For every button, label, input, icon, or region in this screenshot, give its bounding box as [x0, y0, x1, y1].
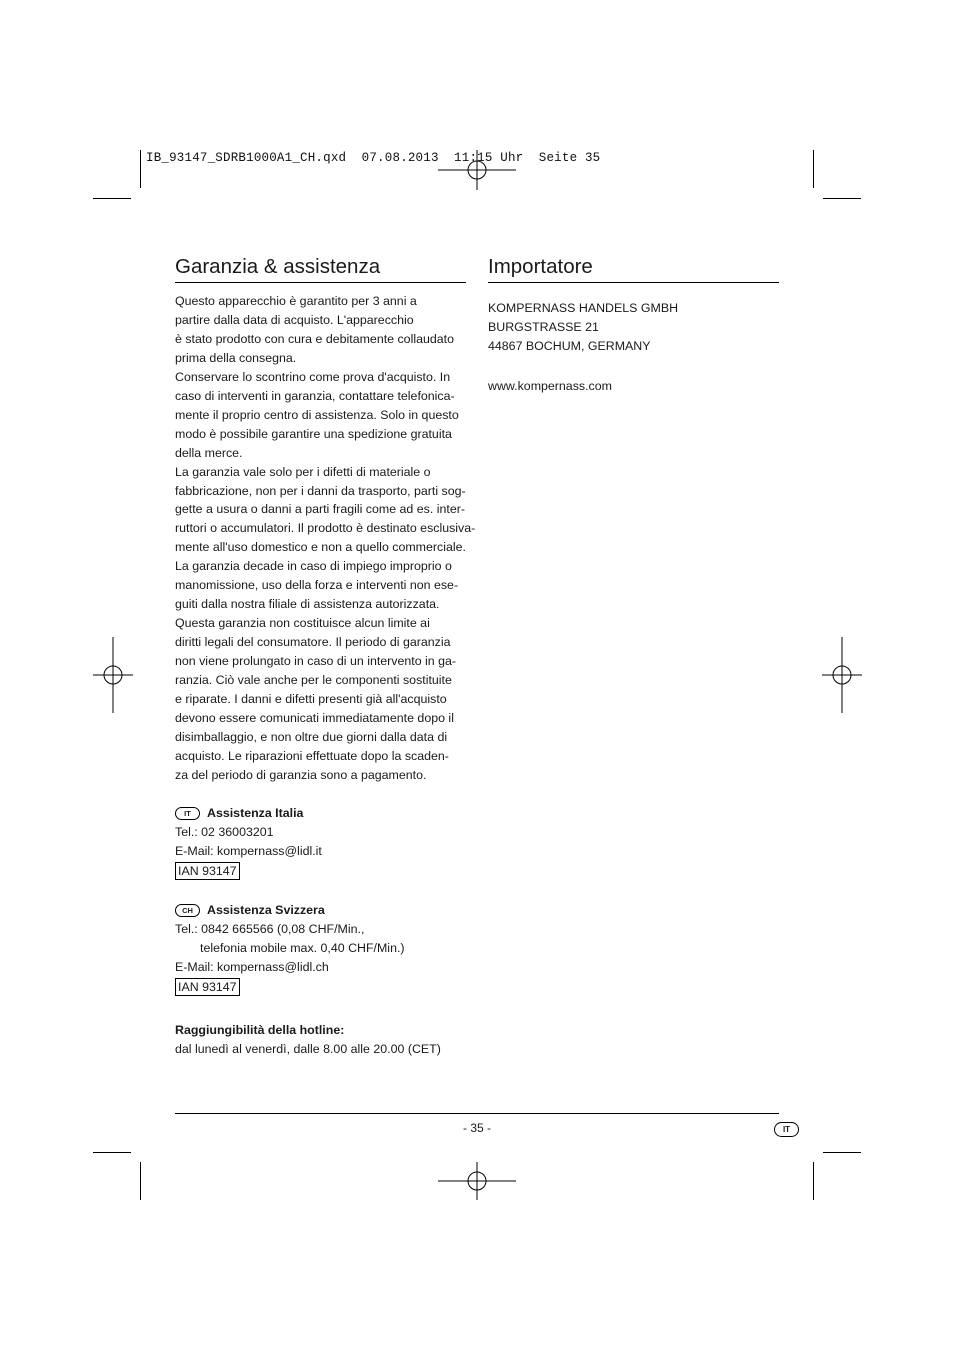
crop-mark [823, 1152, 861, 1153]
text-line: prima della consegna. [175, 350, 297, 365]
service-italy [175, 804, 466, 882]
registration-mark-bottom [438, 1162, 516, 1200]
text-line: non viene prolungato in caso di un intervento in ga- [175, 654, 457, 669]
text-line: manomissione, uso della forza e interventi non ese- [175, 578, 459, 593]
text-line: modo è possibile garantire una spedizione gratuita [175, 426, 452, 441]
hotline-info [175, 1021, 466, 1059]
hotline-title: Raggiungibilità della hotline: [175, 1022, 345, 1037]
registration-mark-top [438, 150, 516, 190]
importer-website: www.kompernass.com [488, 378, 612, 393]
importer-column [488, 254, 779, 396]
text-line: diritti legali del consumatore. Il periodo di garanzia [175, 635, 451, 650]
address-line: KOMPERNASS HANDELS GMBH [488, 301, 679, 315]
crop-mark [813, 150, 814, 188]
warranty-text [175, 292, 476, 785]
text-line: caso di interventi in garanzia, contattare telefonica- [175, 388, 455, 403]
text-line: La garanzia vale solo per i difetti di materiale o [175, 464, 431, 479]
text-line: devono essere comunicati immediatamente dopo il [175, 710, 454, 725]
crop-mark [93, 1152, 131, 1153]
ian-box: IAN 93147 [175, 862, 240, 880]
crop-mark [140, 1162, 141, 1200]
service-swiss-phone: Tel.: 0842 665566 (0,08 CHF/Min., [175, 921, 365, 936]
text-line: disimballaggio, e non oltre due giorni dalla data di [175, 729, 448, 744]
crop-mark [93, 198, 131, 199]
warranty-heading: Garanzia & assistenza [175, 254, 466, 283]
warranty-column [175, 254, 476, 1059]
text-line: Questo apparecchio è garantito per 3 anni a [175, 294, 417, 308]
service-swiss-email: E-Mail: kompernass@lidl.ch [175, 960, 329, 975]
crop-mark [140, 150, 141, 188]
service-swiss-mobile: telefonia mobile max. 0,40 CHF/Min.) [200, 941, 405, 955]
text-line: è stato prodotto con cura e debitamente collaudato [175, 331, 454, 346]
hotline-hours: dal lunedì al venerdì, dalle 8.00 alle 20.00 (CET) [175, 1041, 441, 1056]
registration-mark-left [93, 637, 133, 713]
text-line: partire dalla data di acquisto. L'apparecchio [175, 312, 414, 327]
italy-flag-icon: IT [175, 807, 200, 820]
text-line: fabbricazione, non per i danni da trasporto, parti sog- [175, 483, 466, 498]
page-number: - 35 - [462, 1121, 491, 1135]
text-line: e riparate. I danni e difetti presenti già all'acquisto [175, 692, 447, 707]
service-swiss-title: Assistenza Svizzera [207, 902, 325, 917]
print-slug: IB_93147_SDRB1000A1_CH.qxd 07.08.2013 11:15 Uhr Seite 35 [146, 151, 601, 165]
text-line: guiti dalla nostra filiale di assistenza autorizzata. [175, 597, 440, 612]
text-line: ruttori o accumulatori. Il prodotto è destinato esclusiva- [175, 521, 476, 536]
text-line: acquisto. Le riparazioni effettuate dopo la scaden- [175, 748, 449, 763]
crop-mark [823, 198, 861, 199]
text-line: za del periodo di garanzia sono a pagamento. [175, 767, 427, 782]
switzerland-flag-icon: CH [175, 904, 200, 917]
text-line: Conservare lo scontrino come prova d'acquisto. In [175, 369, 451, 384]
language-badge: IT [774, 1122, 799, 1137]
footer-rule [175, 1113, 779, 1114]
text-line: mente all'uso domestico e non a quello commerciale. [175, 540, 466, 555]
importer-address [488, 299, 779, 357]
text-line: La garanzia decade in caso di impiego improprio o [175, 559, 452, 574]
address-line: 44867 BOCHUM, GERMANY [488, 339, 651, 354]
text-line: Questa garanzia non costituisce alcun limite ai [175, 616, 430, 631]
registration-mark-right [822, 637, 862, 713]
text-line: mente il proprio centro di assistenza. Solo in questo [175, 407, 459, 422]
service-italy-title: Assistenza Italia [207, 805, 304, 820]
ian-box: IAN 93147 [175, 978, 240, 996]
text-line: gette a usura o danni a parti fragili come ad es. inter- [175, 502, 465, 517]
service-italy-email: E-Mail: kompernass@lidl.it [175, 844, 322, 859]
service-italy-phone: Tel.: 02 36003201 [175, 824, 274, 839]
importer-heading: Importatore [488, 254, 779, 283]
text-line: della merce. [175, 445, 243, 460]
address-line: BURGSTRASSE 21 [488, 320, 599, 335]
service-switzerland [175, 901, 466, 998]
text-line: ranzia. Ciò vale anche per le componenti sostituite [175, 673, 452, 688]
crop-mark [813, 1162, 814, 1200]
